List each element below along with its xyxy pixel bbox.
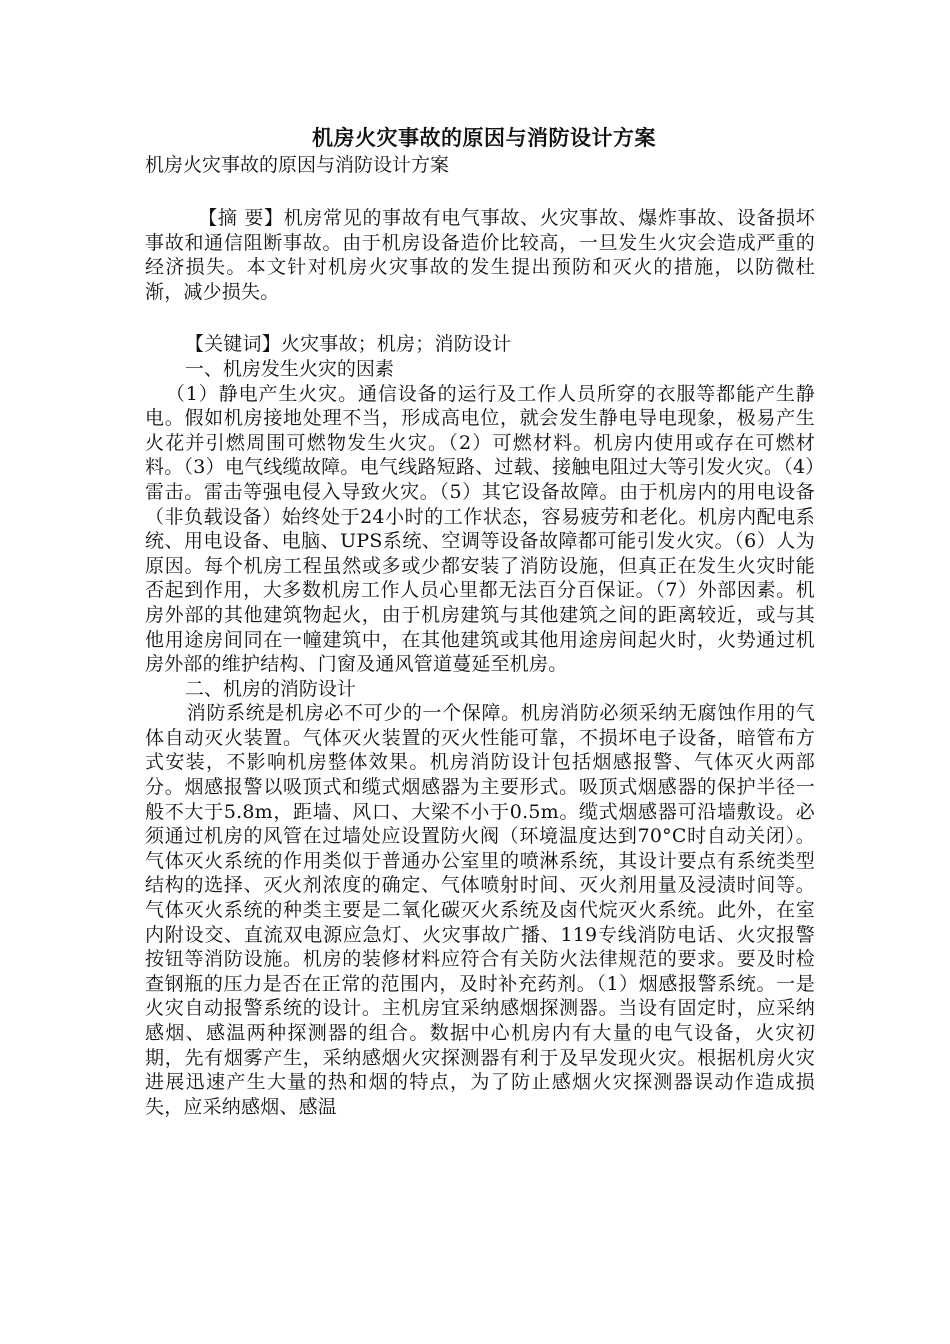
section-body-2: 消防系统是机房必不可少的一个保障。机房消防必须采纳无腐蚀作用的气体自动灭火装置。气体灭火装置的灭火性能可靠，不损坏电子设备，暗管布方式安装，不影响机房整体效果。机房消防设计包括烟感报警、气体灭火两部分。烟感报警以吸顶式和缆式烟感器为主要形式。吸顶式烟感器的保护半径一般不大于5.8m，距墙、风口、大梁不小于0.5m。缆式烟感器可沿墙敷设。必须通过机房的风管在过墙处应设置防火阀（环境温度达到70°C时自动关闭）。气体灭火系统的作用类似于普通办公室里的喷淋系统，其设计要点有系统类型结构的选择、灭火剂浓度的确定、气体喷射时间、灭火剂用量及浸渍时间等。气体灭火系统的种类主要是二氧化碳灭火系统及卤代烷灭火系统。此外，在室内附设交、直流双电源应急灯、火灾事故广播、119专线消防电话、火灾报警按钮等消防设施。机房的装修材料应符合有关防火法律规范的要求。要及时检查钢瓶的压力是否在正常的范围内，及时补充药剂。（1）烟感报警系统。一是火灾自动报警系统的设计。主机房宜采纳感烟探测器。当设有固定时，应采纳感烟、感温两种探测器的组合。数据中心机房内有大量的电气设备，火灾初期，先有烟雾产生，采纳感烟火灾探测器有利于及早发现火灾。根据机房火灾进展迅速产生大量的热和烟的特点，为了防止感烟火灾探测器误动作造成损失，应采纳感烟、感温: [145, 702, 815, 1118]
spacer: [145, 178, 815, 206]
section-body-1: （1）静电产生火灾。通信设备的运行及工作人员所穿的衣服等都能产生静电。假如机房接地处理不当，形成高电位，就会发生静电导电现象，极易产生火花并引燃周围可燃物发生火灾。（2）可燃材料。机房内使用或存在可燃材料。（3）电气线缆故障。电气线路短路、过载、接触电阻过大等引发火灾。（4）雷击。雷击等强电侵入导致火灾。（5）其它设备故障。由于机房内的用电设备（非负载设备）始终处于24小时的工作状态，容易疲劳和老化。机房内配电系统、用电设备、电脑、UPS系统、空调等设备故障都可能引发火灾。（6）人为原因。每个机房工程虽然或多或少都安装了消防设施，但真正在发生火灾时能否起到作用，大多数机房工作人员心里都无法百分百保证。（7）外部因素。机房外部的其他建筑物起火，由于机房建筑与其他建筑之间的距离较近，或与其他用途房间同在一幢建筑中，在其他建筑或其他用途房间起火时，火势通过机房外部的维护结构、门窗及通风管道蔓延至机房。: [145, 382, 815, 676]
document-page: [145, 124, 815, 1119]
document-subtitle: 机房火灾事故的原因与消防设计方案: [145, 154, 450, 176]
keywords-paragraph: 【关键词】火灾事故；机房；消防设计: [184, 333, 512, 356]
document-title: 机房火灾事故的原因与消防设计方案: [312, 125, 656, 150]
section-heading-2: 二、机房的消防设计: [184, 677, 356, 700]
spacer: [145, 304, 815, 332]
abstract-paragraph: 【摘 要】机房常见的事故有电气事故、火灾事故、爆炸事故、设备损坏事故和通信阻断事故。由于机房设备造价比较高，一旦发生火灾会造成严重的经济损失。本文针对机房火灾事故的发生提出预防和灭火的措施，以防微杜渐，减少损失。: [145, 207, 815, 303]
section-heading-1: 一、机房发生火灾的因素: [184, 357, 394, 380]
